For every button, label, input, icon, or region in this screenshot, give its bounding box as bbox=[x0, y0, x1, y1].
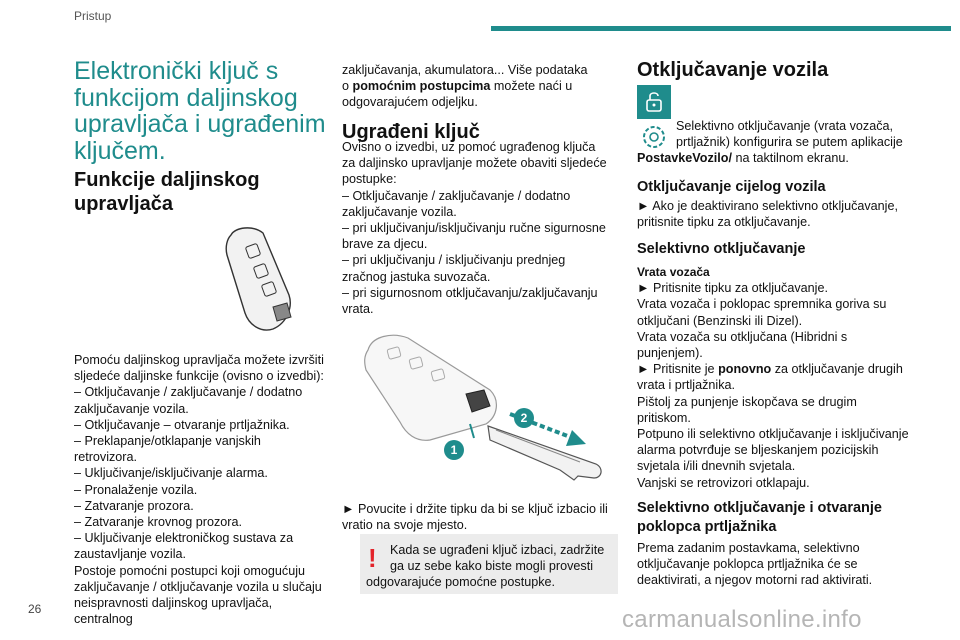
unlock-icon bbox=[637, 85, 671, 119]
text-line: Postoje pomoćni postupci koji omogućuju bbox=[74, 563, 306, 578]
bold-text: pomoćnim postupcima bbox=[352, 79, 491, 94]
subheading-selective: Selektivno otključavanje bbox=[637, 241, 806, 257]
key-fob-image bbox=[225, 225, 295, 338]
watermark[interactable]: carmanualsonline.info bbox=[622, 606, 862, 633]
section-heading-unlocking: Otključavanje vozila bbox=[637, 59, 829, 81]
warning-icon: ! bbox=[368, 543, 377, 573]
page-number: 26 bbox=[28, 602, 42, 616]
list-item: – Uključivanje/isključivanje alarma. bbox=[74, 466, 268, 481]
text-line: vrata i prtljažnika. bbox=[637, 378, 735, 393]
text-line: odgovarajuće pomoćne postupke. bbox=[366, 575, 556, 590]
text-line: svjetala i/ili dnevnih svjetala. bbox=[637, 459, 796, 474]
list-item: – Otključavanje / zaključavanje / dodatno bbox=[342, 188, 571, 203]
text-line: zaključavanje / otključavanje vozila u slučaju bbox=[74, 579, 322, 594]
instruction-text bbox=[342, 501, 624, 533]
text-line: Vrata vozača su otključana (Hibridni s bbox=[637, 329, 848, 344]
text-line: punjenjem). bbox=[637, 346, 703, 361]
list-item: – Zatvaranje krovnog prozora. bbox=[74, 515, 243, 530]
text-line: zračnog jastuka suvozača. bbox=[342, 269, 491, 284]
callout-1: 1 bbox=[444, 440, 464, 460]
text-span: o bbox=[342, 79, 353, 94]
text-line: Vrata vozača i poklopac spremnika goriva su bbox=[637, 297, 887, 312]
selective-trunk-text bbox=[637, 540, 919, 589]
unlock-all-text bbox=[637, 198, 919, 230]
list-item: – Otključavanje / zaključavanje / dodatno bbox=[74, 385, 303, 400]
text-line: deaktivirati, a njegov motorni rad aktivirati. bbox=[637, 573, 873, 588]
text-line: ► Pritisnite tipku za otključavanje. bbox=[637, 281, 828, 296]
text-line: postupke: bbox=[342, 172, 397, 187]
text-line: vratio na svoje mjesto. bbox=[342, 518, 468, 533]
text-line: Pomoću daljinskog upravljača možete izvršiti bbox=[74, 353, 324, 367]
text-line: pritiskom. bbox=[637, 410, 691, 425]
text-line: vrata. bbox=[342, 302, 374, 317]
text-line: ► Ako je deaktivirano selektivno otključavanje, bbox=[637, 199, 898, 213]
list-item: – pri uključivanju/isključivanju ručne sigurnosne bbox=[342, 221, 606, 236]
page-title: Elektronički ključ s funkcijom daljinskog upravljača i ugrađenim ključem. bbox=[74, 57, 326, 165]
text-line: zaključavanja, akumulatora... Više podataka bbox=[342, 63, 588, 77]
list-item: – Otključavanje – otvaranje prtljažnika. bbox=[74, 417, 290, 432]
text-line: Pištolj za punjenje iskopčava se drugim bbox=[637, 394, 857, 409]
text-line: Prema zadanim postavkama, selektivno bbox=[637, 541, 860, 555]
header-accent-bar bbox=[491, 26, 951, 31]
text-line: odgovarajućem odjeljku. bbox=[342, 95, 478, 110]
list-item: – pri uključivanju / isključivanju prednjeg bbox=[342, 253, 566, 268]
text-span: na taktilnom ekranu. bbox=[731, 151, 849, 166]
text-line: brave za djecu. bbox=[342, 237, 428, 252]
key-blade-image bbox=[360, 330, 620, 495]
list-item: – Zatvaranje prozora. bbox=[74, 498, 194, 513]
text-line: Vanjski se retrovizori otklapaju. bbox=[637, 475, 810, 490]
settings-path: PostavkeVozilo/ bbox=[637, 151, 732, 166]
text-line: zaustavljanje vozila. bbox=[74, 547, 187, 562]
settings-text bbox=[637, 118, 917, 167]
text-line: Potpuno ili selektivno otključavanje i isključivanje bbox=[637, 427, 909, 442]
text-span: za otključavanje drugih bbox=[771, 362, 903, 377]
heading-line: poklopca prtljažnika bbox=[637, 519, 777, 535]
continued-text bbox=[342, 62, 622, 111]
label-driver-door: Vrata vozača bbox=[637, 265, 710, 279]
list-item: – Pronalaženje vozila. bbox=[74, 482, 198, 497]
subheading-unlock-all: Otključavanje cijelog vozila bbox=[637, 179, 826, 195]
list-item: – Preklapanje/otklapanje vanjskih retrovizora. bbox=[74, 434, 261, 465]
text-line: zaključavanje vozila. bbox=[74, 401, 189, 416]
section-header: Pristup bbox=[74, 9, 112, 23]
text-line: otključavanje poklopca prtljažnika će se bbox=[637, 557, 858, 572]
section-heading-built-in-key: Ugrađeni ključ bbox=[342, 121, 480, 143]
text-line bbox=[637, 361, 919, 377]
built-in-key-text bbox=[342, 139, 624, 317]
section-heading-remote: Funkcije daljinskog upravljača bbox=[74, 169, 260, 215]
callout-2: 2 bbox=[514, 408, 534, 428]
text-line: Selektivno otključavanje (vrata vozača, bbox=[676, 119, 894, 133]
text-line: neispravnosti daljinskog upravljača, centralnog bbox=[74, 596, 273, 627]
text-line: za daljinsko upravljanje možete obaviti sljedeće bbox=[342, 156, 607, 171]
selective-unlock-text bbox=[637, 264, 919, 491]
text-span: možete naći u bbox=[490, 79, 573, 94]
remote-functions-text bbox=[74, 352, 326, 627]
warning-text bbox=[366, 542, 616, 591]
text-line: alarma potvrđuje se bljeskanjem pozicijskih bbox=[637, 443, 879, 458]
text-line: pritisnite tipku za otključavanje. bbox=[637, 215, 811, 230]
text-line: Kada se ugrađeni ključ izbaci, zadržite bbox=[390, 543, 605, 557]
bold-text: ponovno bbox=[718, 362, 772, 377]
text-line: otključani (Benzinski ili Dizel). bbox=[637, 313, 803, 328]
text-line: Ovisno o izvedbi, uz pomoć ugrađenog ključa bbox=[342, 140, 596, 154]
list-item: – pri sigurnosnom otključavanju/zaključavanju bbox=[342, 285, 598, 300]
text-line bbox=[637, 150, 917, 166]
text-line: ► Povucite i držite tipku da bi se ključ izbacio ili bbox=[342, 502, 608, 516]
text-span: ► Pritisnite je bbox=[637, 362, 719, 377]
text-line: zaključavanje vozila. bbox=[342, 204, 457, 219]
text-line: ga uz sebe kako biste mogli provesti bbox=[390, 559, 594, 574]
text-line: sljedeće daljinske funkcije (ovisno o izvedbi): bbox=[74, 369, 324, 384]
subheading-selective-trunk bbox=[637, 499, 919, 537]
list-item: – Uključivanje elektroničkog sustava za bbox=[74, 531, 294, 546]
text-line bbox=[342, 78, 622, 94]
text-line: prtljažnik) konfigurira se putem aplikacije bbox=[676, 135, 903, 150]
heading-line: Selektivno otključavanje i otvaranje bbox=[637, 500, 882, 516]
